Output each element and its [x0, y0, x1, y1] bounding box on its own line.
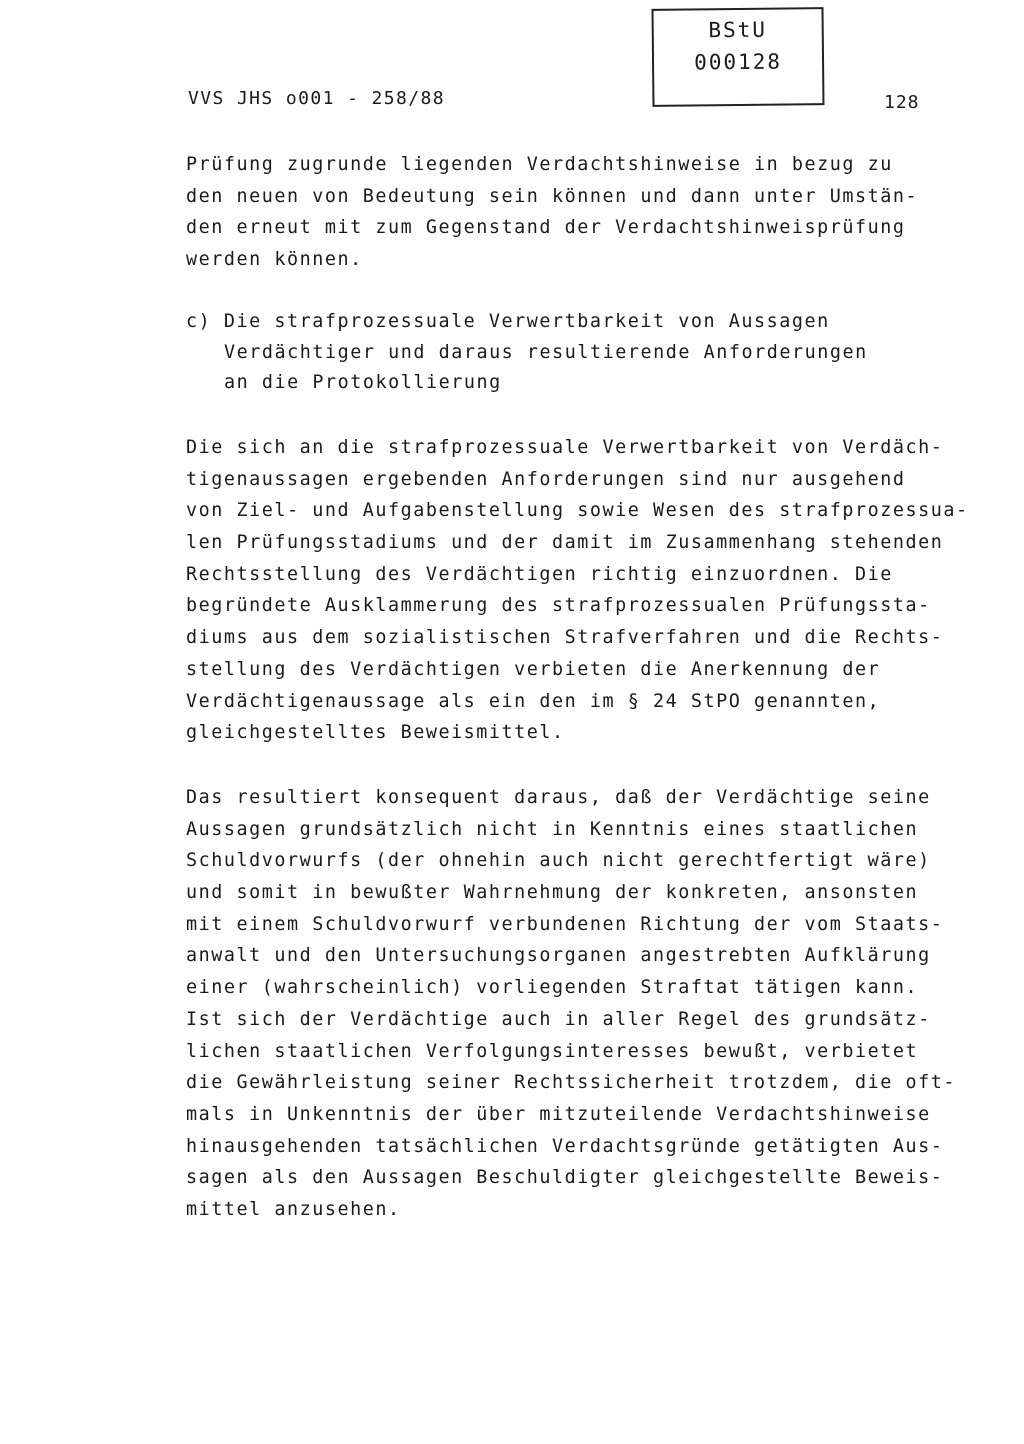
archive-stamp [651, 7, 824, 107]
text-line: Rechtsstellung des Verdächtigen richtig einzuordnen. Die [186, 563, 893, 585]
page-number: 128 [884, 92, 920, 113]
text-line: Schuldvorwurfs (der ohnehin auch nicht gerechtfertigt wäre) [186, 850, 931, 872]
text-line: mals in Unkenntnis der über mitzuteilende Verdachtshinweise [186, 1103, 931, 1125]
text-line: begründete Ausklammerung des strafprozessualen Prüfungssta- [186, 595, 931, 617]
paragraph-continued [186, 149, 976, 275]
text-line: gleichgestelltes Beweismittel. [186, 722, 565, 744]
text-line: Das resultiert konsequent daraus, daß der Verdächtige seine [186, 787, 931, 808]
text-line: Aussagen grundsätzlich nicht in Kenntnis eines staatlichen [186, 818, 919, 840]
text-line: anwalt und den Untersuchungsorganen angestrebten Aufklärung [186, 945, 931, 967]
text-line: diums aus dem sozialistischen Strafverfahren und die Rechts- [186, 627, 944, 649]
text-line: werden können. [186, 248, 363, 270]
text-line: hinausgehenden tatsächlichen Verdachtsgründe getätigten Aus- [186, 1135, 944, 1157]
text-line: stellung des Verdächtigen verbieten die Anerkennung der [186, 658, 881, 680]
text-line: die Gewährleistung seiner Rechtssicherheit trotzdem, die oft- [186, 1072, 956, 1094]
text-line: mit einem Schuldvorwurf verbundenen Richtung der vom Staats- [186, 913, 944, 935]
document-reference: VVS JHS o001 - 258/88 [188, 88, 445, 109]
text-line: mittel anzusehen. [186, 1198, 401, 1220]
text-line: tigenaussagen ergebenden Anforderungen sind nur ausgehend [186, 468, 906, 490]
section-heading [186, 307, 906, 399]
heading-line: an die Protokollierung [224, 372, 502, 393]
text-line: sagen als den Aussagen Beschuldigter gleichgestellte Beweis- [186, 1167, 944, 1189]
text-line: len Prüfungsstadiums und der damit im Zusammenhang stehenden [186, 532, 944, 554]
text-line: Die sich an die strafprozessuale Verwertbarkeit von Verdäch- [186, 437, 944, 458]
text-line: Prüfung zugrunde liegenden Verdachtshinweise in bezug zu [186, 154, 893, 175]
paragraph-3 [186, 782, 976, 1226]
text-line: den neuen von Bedeutung sein können und dann unter Umstän- [186, 185, 919, 207]
text-line: Ist sich der Verdächtige auch in aller Regel des grundsätz- [186, 1008, 931, 1030]
text-line: den erneut mit zum Gegenstand der Verdachtshinweisprüfung [186, 217, 906, 238]
stamp-agency: BStU [708, 17, 768, 43]
heading-line: Verdächtiger und daraus resultierende Anforderungen [224, 341, 868, 363]
text-line: lichen staatlichen Verfolgungsinteresses bewußt, verbietet [186, 1040, 919, 1062]
paragraph-2 [186, 432, 976, 749]
text-line: Verdächtigenaussage als ein den im § 24 StPO genannten, [186, 690, 881, 712]
text-line: und somit in bewußter Wahrnehmung der konkreten, ansonsten [186, 882, 919, 904]
text-line: einer (wahrscheinlich) vorliegenden Straftat tätigen kann. [186, 977, 919, 999]
text-line: von Ziel- und Aufgabenstellung sowie Wesen des strafprozessua- [186, 500, 969, 522]
stamp-number: 000128 [693, 49, 783, 75]
heading-line: c) Die strafprozessuale Verwertbarkeit von Aussagen [186, 311, 830, 332]
